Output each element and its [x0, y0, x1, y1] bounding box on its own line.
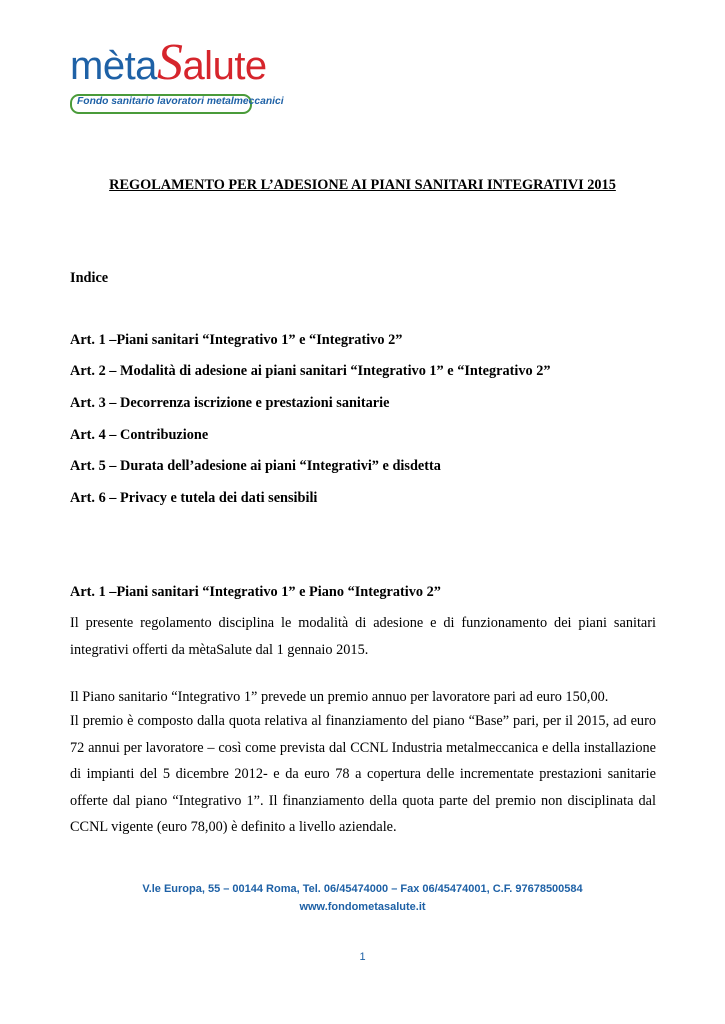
logo-word-part2: S: [156, 34, 183, 91]
article1-paragraph-intro: Il presente regolamento disciplina le modalità di adesione e di funzionamento dei piani sanitari integrativi offerti da mètaSalute dal 1 gennaio 2015.: [70, 615, 656, 658]
index-heading: Indice: [70, 270, 109, 286]
page-number: 1: [359, 951, 366, 963]
article1-heading: Art. 1 –Piani sanitari “Integrativo 1” e Piano “Integrativo 2”: [70, 584, 441, 600]
index-item-art1: Art. 1 –Piani sanitari “Integrativo 1” e “Integrativo 2”: [70, 332, 403, 348]
index-item-art4: Art. 4 – Contribuzione: [70, 427, 209, 443]
metasalute-logo: [70, 34, 284, 120]
article1-premium-line: Il Piano sanitario “Integrativo 1” prevede un premio annuo per lavoratore pari ad euro 150,00.: [70, 689, 609, 705]
index-item-art5: Art. 5 – Durata dell’adesione ai piani “Integrativi” e disdetta: [70, 458, 441, 474]
logo-word-part3: alute: [182, 44, 267, 88]
document-title: REGOLAMENTO PER L’ADESIONE AI PIANI SANITARI INTEGRATIVI 2015: [109, 177, 616, 193]
index-item-art6: Art. 6 – Privacy e tutela dei dati sensibili: [70, 490, 318, 506]
footer-website[interactable]: www.fondometasalute.it: [299, 901, 426, 913]
footer-address: V.le Europa, 55 – 00144 Roma, Tel. 06/45474000 – Fax 06/45474001, C.F. 97678500584: [142, 883, 583, 895]
logo-tagline: Fondo sanitario lavoratori metalmeccanici: [77, 96, 284, 107]
logo-wordmark: [70, 34, 267, 91]
index-item-art3: Art. 3 – Decorrenza iscrizione e prestazioni sanitarie: [70, 395, 390, 411]
article1-paragraph-premium: Il premio è composto dalla quota relativa al finanziamento del piano “Base” pari, per il 2015, ad euro 72 annui per lavoratore – così come prevista dal CCNL Industria metalmeccanica e della installazione di impianti del 5 dicembre 2012- e da euro 78 a copertura delle incrementate prestazioni sanitarie offerte dal piano “Integrativo 1”. Il finanziamento della quota parte del premio non disciplinata dal CCNL vigente (euro 78,00) è definito a livello aziendale.: [70, 713, 656, 835]
index-item-art2: Art. 2 – Modalità di adesione ai piani sanitari “Integrativo 1” e “Integrativo 2”: [70, 363, 551, 379]
logo-word-part1: mèta: [70, 44, 157, 88]
